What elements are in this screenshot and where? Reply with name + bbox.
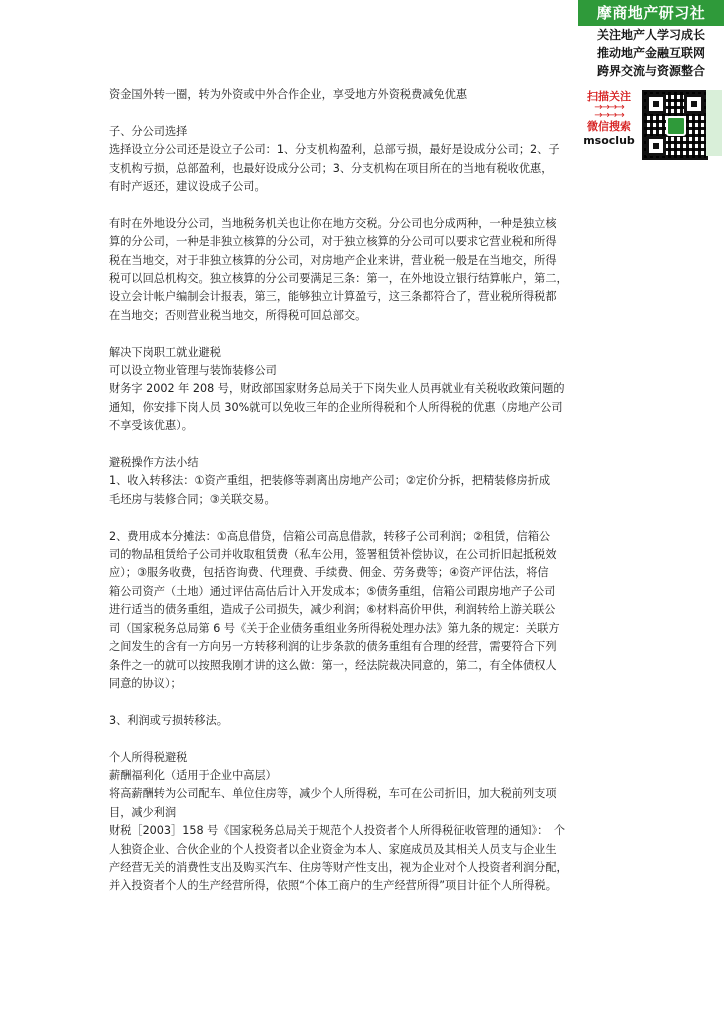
text-line: 进行适当的债务重组，造成子公司损失，减少利润；⑥材料高价甲供，利润转给上游关联公 bbox=[109, 603, 556, 617]
text-line: 选择设立分公司还是设立子公司：1、分支机构盈利，总部亏损，最好是设成分公司；2、子 bbox=[109, 143, 560, 157]
qr-code-icon[interactable] bbox=[642, 90, 708, 160]
banner-line: 跨界交流与资源整合 bbox=[596, 64, 705, 78]
text-line: 通知，你安排下岗人员 30%就可以免收三年的企业所得税和个人所得税的优惠（房地产公司 bbox=[109, 400, 563, 414]
promo-banner bbox=[578, 0, 724, 84]
section-heading: 解决下岗职工就业避税 bbox=[109, 345, 221, 359]
text-line: 司的物品租赁给子公司并收取租赁费（私车公用，签署租赁补偿协议，在公司折旧起抵税效 bbox=[109, 548, 557, 562]
text-line: 有时在外地设分公司，当地税务机关也让你在地方交税。分公司也分成两种，一种是独立核 bbox=[109, 216, 557, 230]
text-line: 财务字 2002 年 208 号，财政部国家财务总局关于下岗失业人员再就业有关税收政策问题的 bbox=[109, 382, 565, 396]
document-body bbox=[109, 86, 619, 896]
text-line: 之间发生的含有一方向另一方转移利润的让步条款的债务重组有合理的经营，需要符合下列 bbox=[109, 640, 557, 654]
section-heading: 个人所得税避税 bbox=[109, 750, 188, 764]
banner-line: 推动地产金融互联网 bbox=[596, 46, 705, 60]
text-line: 不享受该优惠）。 bbox=[109, 419, 193, 433]
text-line: 设立会计帐户编制会计报表，第三，能够独立计算盈亏，这三条都符合了，营业税所得税都 bbox=[109, 290, 557, 304]
text-line: 2、费用成本分摊法：①高息借贷，信箱公司高息借款，转移子公司利润；②租赁，信箱公 bbox=[109, 529, 551, 543]
text-line: 条件之一的就可以按照我刚才讲的这么做：第一，经法院裁决同意的，第二，有全体债权人 bbox=[109, 658, 557, 672]
text-line: 司（国家税务总局第 6 号《关于企业债务重组业务所得税处理办法》第九条的规定：关联方 bbox=[109, 621, 560, 635]
text-line: 产经营无关的消费性支出及购买汽车、住房等财产性支出，视为企业对个人投资者利润分配， bbox=[109, 860, 568, 874]
text-line: 目，减少利润 bbox=[109, 805, 177, 819]
text-line: 1、收入转移法：①资产重组，把装修等剥离出房地产公司；②定价分拆，把精装修房折成 bbox=[109, 474, 551, 488]
text-line: 毛坯房与装修合同；③关联交易。 bbox=[109, 492, 276, 506]
text-line: 薪酬福利化（适用于企业中高层） bbox=[109, 768, 277, 782]
text-line: 并入投资者个人的生产经营所得，依照“个体工商户的生产经营所得”项目计征个人所得税。 bbox=[109, 879, 557, 893]
scan-follow-label: 扫描关注 bbox=[587, 90, 631, 103]
qr-logo-icon bbox=[666, 116, 686, 136]
text-line: 3、利润或亏损转移法。 bbox=[109, 713, 228, 727]
text-line: 同意的协议）； bbox=[109, 676, 182, 690]
text-line: 财税［2003］158 号《国家税务总局关于规范个人投资者个人所得税征收管理的通知》： 个 bbox=[109, 824, 566, 838]
text-line: 应）；③服务收费，包括咨询费、代理费、手续费、佣金、劳务费等；④资产评估法，将信 bbox=[109, 566, 549, 580]
text-line: 箱公司资产（土地）通过评估高估后计入开发成本；⑤债务重组，信箱公司跟房地产子公司 bbox=[109, 584, 556, 598]
wechat-search-label: 微信搜索 bbox=[587, 120, 631, 133]
wechat-id: msoclub bbox=[583, 134, 635, 147]
text-line: 支机构亏损，总部盈利，也最好设成分公司；3、分支机构在项目所在的当地有税收优惠， bbox=[109, 161, 553, 175]
text-line: 算的分公司，一种是非独立核算的分公司，对于独立核算的分公司可以要求它营业税和所得 bbox=[109, 235, 557, 249]
text-line: 税可以回总机构交。独立核算的分公司要满足三条：第一，在外地设立银行结算帐户，第二， bbox=[109, 272, 568, 286]
text-line: 税在当地交，对于非独立核算的分公司，对房地产企业来讲，营业税一般是在当地交，所得 bbox=[109, 253, 557, 267]
arrow-right-icon: →→→→ bbox=[594, 110, 624, 121]
banner-line: 关注地产人学习成长 bbox=[596, 28, 705, 42]
text-line: 可以设立物业管理与装饰装修公司 bbox=[109, 364, 277, 378]
text-line: 在当地交；否则营业税当地交，所得税可回总部交。 bbox=[109, 308, 367, 322]
section-heading: 避税操作方法小结 bbox=[109, 456, 199, 470]
text-line: 有时产返还，建议设成子公司。 bbox=[109, 180, 266, 194]
section-heading: 子、分公司选择 bbox=[109, 124, 188, 138]
text-line: 资金国外转一圈，转为外资或中外合作企业，享受地方外资税费减免优惠 bbox=[109, 88, 468, 101]
banner-title: 摩商地产研习社 bbox=[578, 0, 724, 26]
arrow-right-icon: →→→→ bbox=[594, 102, 624, 113]
text-line: 人独资企业、合伙企业的个人投资者以企业资金为本人、家庭成员及其相关人员支与企业生 bbox=[109, 842, 557, 856]
decorative-strip bbox=[706, 90, 722, 156]
text-line: 将高薪酬转为公司配车、单位住房等，减少个人所得税，车可在公司折旧，加大税前列支项 bbox=[109, 787, 557, 801]
